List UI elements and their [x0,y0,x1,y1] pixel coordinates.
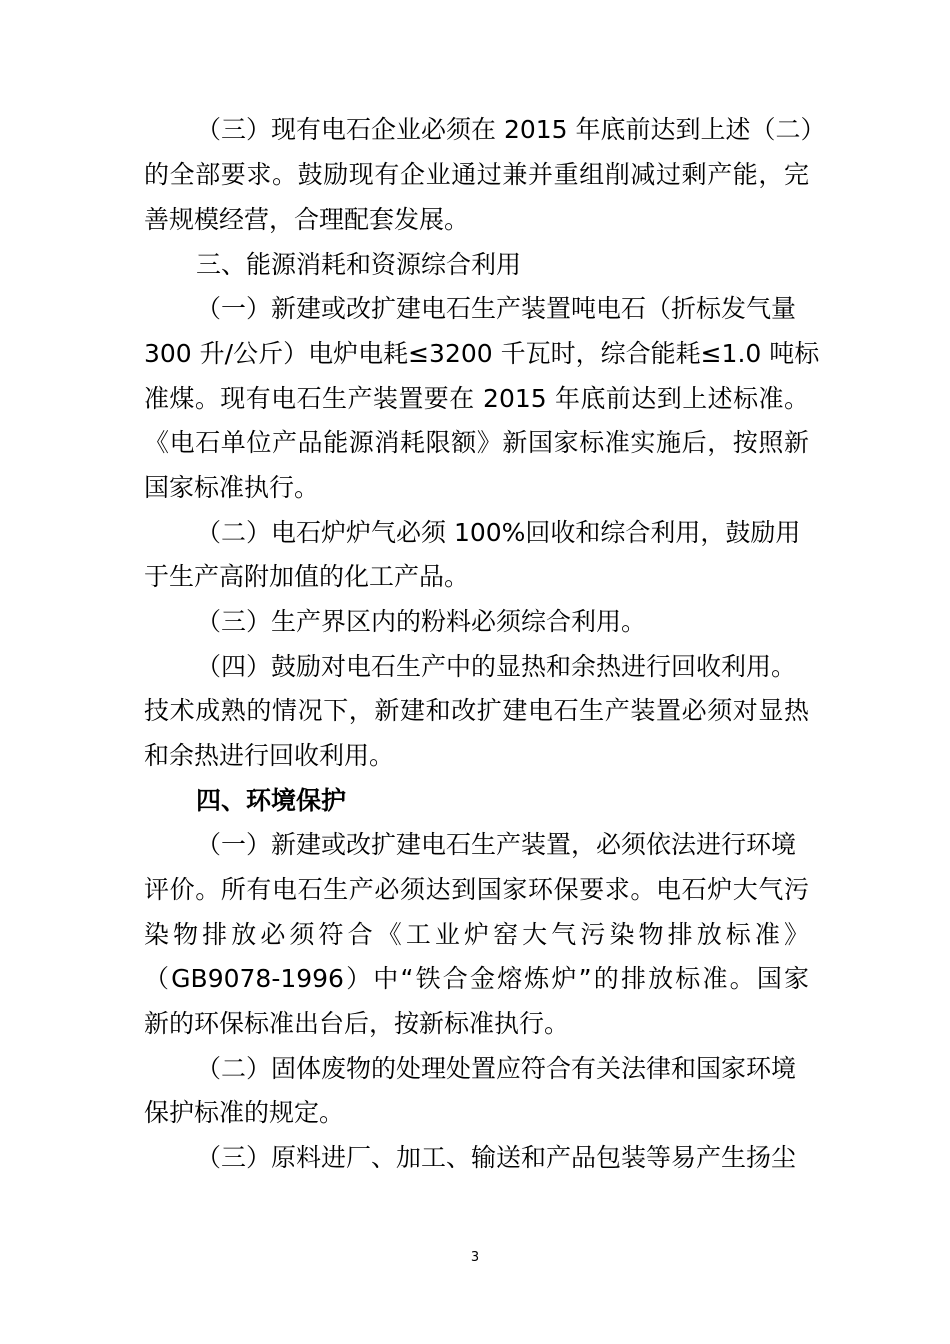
paragraph-line: （三）原料进厂、加工、输送和产品包装等易产生扬尘 [196,1143,797,1172]
paragraph-line: 保护标准的规定。 [144,1098,345,1127]
paragraph-line: 评价。所有电石生产必须达到国家环保要求。电石炉大气污 [144,875,809,904]
paragraph-line: （四）鼓励对电石生产中的显热和余热进行回收利用。 [196,652,797,681]
paragraph-line: 国家标准执行。 [144,473,320,502]
page-number: 3 [470,1250,480,1265]
paragraph-line: 《电石单位产品能源消耗限额》新国家标准实施后，按照新 [144,428,809,457]
paragraph-line: 的全部要求。鼓励现有企业通过兼并重组削减过剩产能，完 [144,160,809,189]
paragraph-line: 技术成熟的情况下，新建和改扩建电石生产装置必须对显热 [144,696,809,725]
paragraph-line: 染物排放必须符合《工业炉窑大气污染物排放标准》 [144,920,809,949]
paragraph-line: 于生产高附加值的化工产品。 [144,562,470,591]
paragraph-line: （一）新建或改扩建电石生产装置，必须依法进行环境 [196,830,797,859]
paragraph-line: 和余热进行回收利用。 [144,741,395,770]
paragraph-line: （GB9078-1996）中“铁合金熔炼炉”的排放标准。国家 [144,964,809,993]
paragraph-line: 新的环保标准出台后，按新标准执行。 [144,1009,570,1038]
paragraph-line: 准煤。现有电石生产装置要在 2015 年底前达到上述标准。 [144,384,809,413]
paragraph-line: （三）现有电石企业必须在 2015 年底前达到上述（二） [196,115,826,144]
paragraph-line: （二）电石炉炉气必须 100%回收和综合利用，鼓励用 [196,518,801,547]
paragraph-line: （三）生产界区内的粉料必须综合利用。 [196,607,647,636]
section-heading: 四、环境保护 [196,786,347,815]
paragraph-line: 善规模经营，合理配套发展。 [144,205,470,234]
section-heading: 三、能源消耗和资源综合利用 [196,250,522,279]
paragraph-line: 300 升/公斤）电炉电耗≤3200 千瓦时，综合能耗≤1.0 吨标 [144,339,820,368]
paragraph-line: （一）新建或改扩建电石生产装置吨电石（折标发气量 [196,294,797,323]
paragraph-line: （二）固体废物的处理处置应符合有关法律和国家环境 [196,1054,797,1083]
